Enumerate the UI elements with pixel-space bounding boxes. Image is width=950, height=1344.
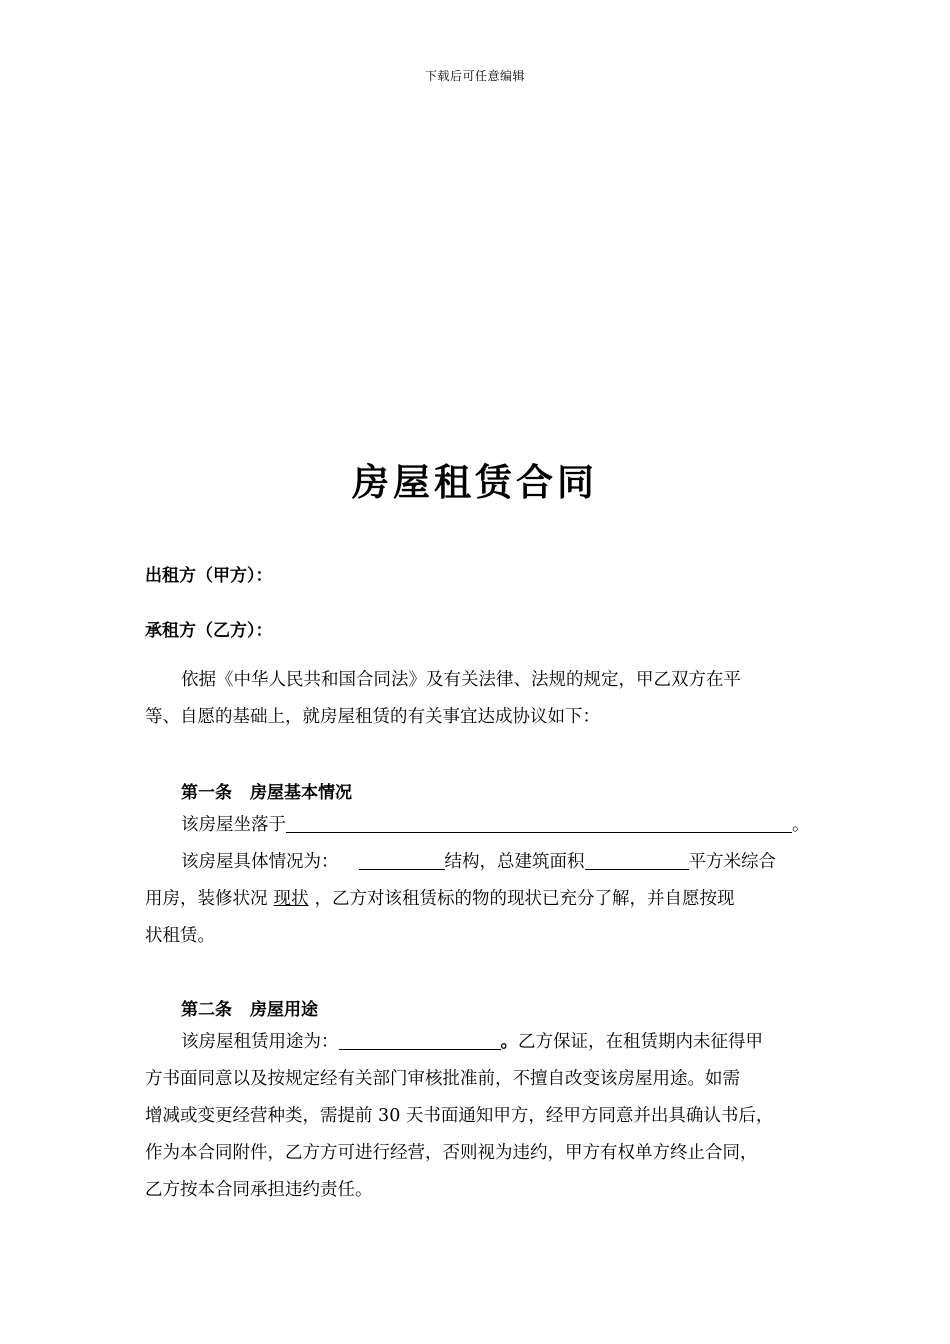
article-1-location-line (145, 807, 810, 844)
use-suffix: 。 (500, 1032, 518, 1052)
article-2-line-1 (145, 1024, 807, 1061)
article-1-line-4: 状租赁。 (145, 926, 215, 946)
article-2-line-3: 增减或变更经营种类，需提前 30 天书面通知甲方，经甲方同意并出具确认书后， (145, 1106, 774, 1126)
lessee-label: 承租方（乙方）： (145, 621, 273, 641)
structure-blank (359, 851, 445, 870)
decoration-prefix: 用房，装修状况 (145, 889, 268, 909)
detail-structure: 结构，总建筑面积 (444, 852, 585, 872)
header-note: 下载后可任意编辑 (424, 69, 525, 83)
article-1-body (145, 807, 810, 955)
lessor-label: 出租方（甲方）： (145, 566, 273, 586)
detail-prefix: 该房屋具体情况为： (181, 852, 339, 872)
article-2-heading (181, 995, 318, 1020)
location-suffix: 。 (792, 815, 810, 835)
preamble-line-1: 依据《中华人民共和国合同法》及有关法律、法规的规定，甲乙双方在平 (181, 670, 741, 690)
decoration-suffix: ，乙方对该租赁标的物的现状已充分了解，并自愿按现 (314, 889, 735, 909)
article-2-line-5: 乙方按本合同承担违约责任。 (145, 1180, 373, 1200)
article-1-title: 房屋基本情况 (250, 783, 352, 803)
article-2-line-2: 方书面同意以及按规定经有关部门审核批准前，不擅自改变该房屋用途。如需 (145, 1069, 740, 1089)
article-1-decoration-line (145, 881, 807, 918)
article-1-heading (181, 778, 352, 803)
article-1-number: 第一条 (181, 783, 232, 803)
area-blank (585, 851, 689, 870)
detail-area: 平方米综合 (688, 852, 776, 872)
use-prefix: 该房屋租赁用途为： (181, 1032, 339, 1052)
document-title: 房屋租赁合同 (352, 460, 598, 504)
location-prefix: 该房屋坐落于 (181, 815, 286, 835)
article-2-number: 第二条 (181, 1000, 232, 1020)
preamble (145, 662, 807, 736)
article-2-body (145, 1024, 807, 1209)
article-1-detail-line (145, 844, 807, 881)
use-blank (339, 1031, 501, 1050)
article-2-title: 房屋用途 (250, 1000, 318, 1020)
article-2-line-1-rest: 乙方保证，在租赁期内未征得甲 (518, 1032, 763, 1052)
decoration-status: 现状 (273, 889, 309, 909)
article-2-line-4: 作为本合同附件，乙方方可进行经营，否则视为违约，甲方有权单方终止合同， (145, 1143, 758, 1163)
preamble-line-2: 等、自愿的基础上，就房屋租赁的有关事宜达成协议如下： (145, 707, 600, 727)
location-blank (286, 814, 792, 833)
